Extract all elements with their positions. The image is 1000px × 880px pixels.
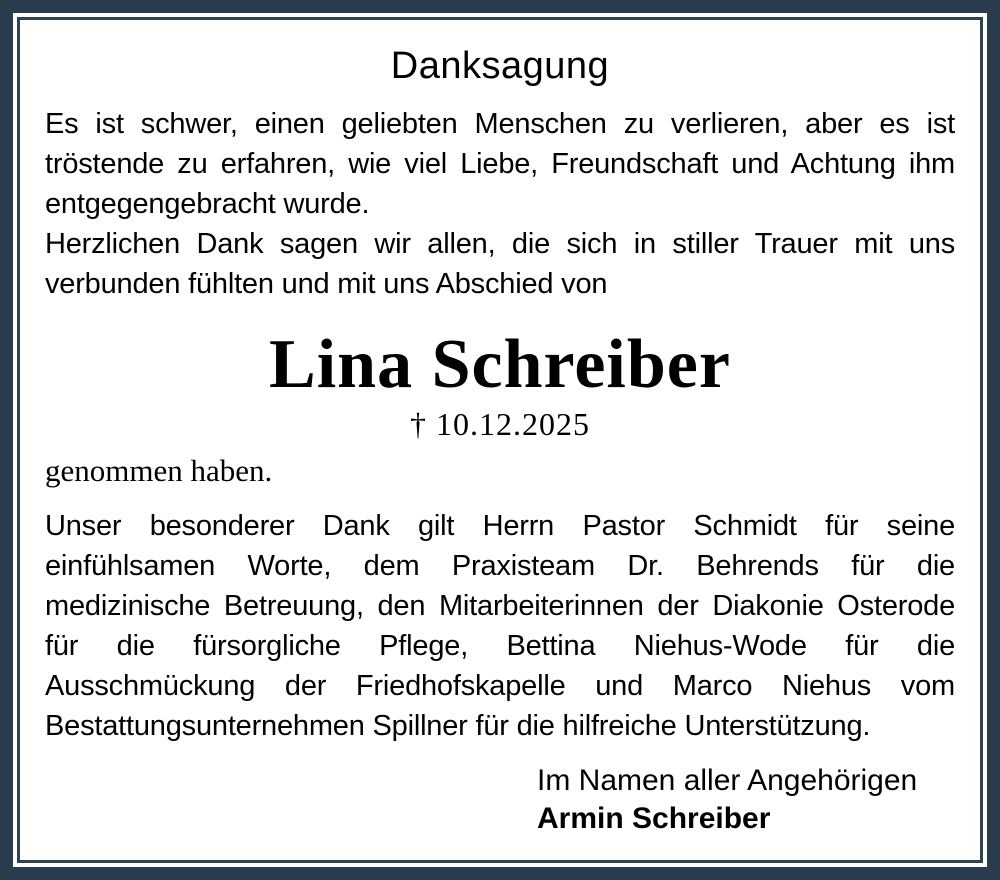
obituary-content <box>20 20 980 860</box>
intro-paragraph-2: Herzlichen Dank sagen wir allen, die sich in stiller Trauer mit uns verbunden fühlten und mit uns Abschied von <box>45 228 955 300</box>
signature-block <box>537 762 955 838</box>
signatory-name: Armin Schreiber <box>537 802 771 835</box>
notice-title: Danksagung <box>390 45 610 87</box>
death-cross-icon: † <box>410 406 427 442</box>
signature-line: Im Namen aller Angehörigen <box>537 764 918 797</box>
deceased-name: Lina Schreiber <box>269 326 731 403</box>
sentence-continuation: genommen haben. <box>45 453 273 488</box>
obituary-inner-border <box>17 17 983 863</box>
intro-paragraph-1: Es ist schwer, einen geliebten Menschen zu verlieren, aber es ist tröstende zu erfahren, wie viel Liebe, Freundschaft und Achtung ihm entgegengebracht wurde. <box>45 108 955 220</box>
thanks-paragraph: Unser besonderer Dank gilt Herrn Pastor Schmidt für seine einfühlsamen Worte, dem Praxisteam Dr. Behrends für die medizinische Betreuung, den Mitarbeiterinnen der Diakonie Osterode für die fürsorgliche Pflege, Bettina Niehus-Wode für die Ausschmückung der Friedhofskapelle und Marco Niehus vom Bestattungsunternehmen Spillner für die hilfreiche Unterstützung. <box>45 510 955 742</box>
death-date-line <box>45 406 955 442</box>
death-date: 10.12.2025 <box>436 406 590 442</box>
